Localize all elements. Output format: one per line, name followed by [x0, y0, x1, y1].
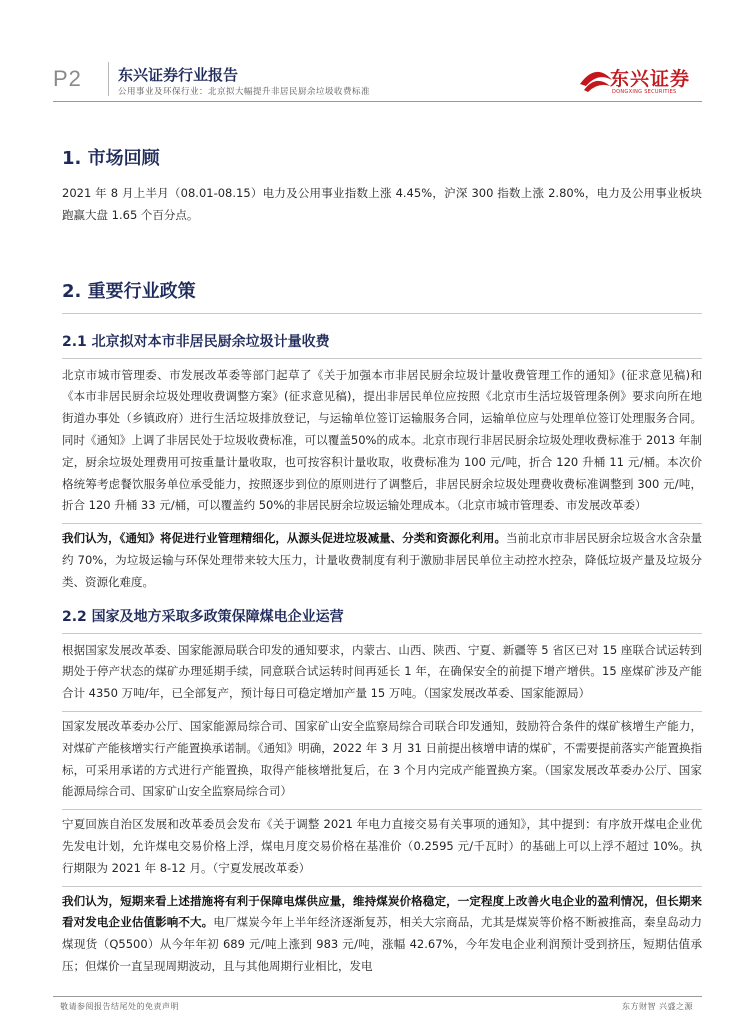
beijing-opinion-text: 当前北京市非居民厨余垃圾含水含杂量约 70%，为垃圾运输与环保处理带来较大压力，计量收费制度有利于激励非居民单位主动控水控杂，降低垃圾产量及垃圾分类、资源化难度。 [62, 531, 703, 589]
section-rule [62, 313, 702, 314]
subsection-title-beijing: 2.1 北京拟对本市非居民厨余垃圾计量收费 [62, 333, 330, 350]
paragraph-rule [62, 886, 702, 887]
beijing-opinion-bold: 我们认为，《通知》将促进行业管理精细化，从源头促进垃圾减量、分类和资源化利用。 [62, 531, 506, 546]
paragraph-rule [62, 711, 702, 712]
report-name: 东兴证券行业报告 [118, 66, 239, 84]
coal-mine-extension-paragraph: 根据国家发展改革委、国家能源局联合印发的通知要求，内蒙古、山西、陕西、宁夏、新疆等 5 省区已对 15 座联合试运转到期处于停产状态的煤矿办理延期手续，同意联合试运转时间再延长 1 年，在确保安全的前提下增产增供。15 座煤矿涉及产能合计 4350 万吨/年，已全部复产，预计每日可稳定增加产量 15 万吨。（国家发展改革委、国家能源局） [62, 642, 702, 701]
logo-english: DONGXING SECURITIES [612, 89, 677, 95]
header-divider [108, 62, 109, 96]
capacity-replacement-paragraph: 国家发展改革委办公厅、国家能源局综合司、国家矿山安全监察局综合司联合印发通知，鼓励符合条件的煤矿核增生产能力，对煤矿产能核增实行产能置换承诺制。《通知》明确，2022 年 3 月 31 日前提出核增申请的煤矿，不需要提前落实产能置换指标，可采用承诺的方式进行产能置换，取得产能核增批复后，在 3 个月内完成产能置换方案。（国家发展改革委办公厅、国家能源局综合司、国家矿山安全监察局综合司） [62, 718, 702, 799]
section-title-market-review: 1. 市场回顾 [62, 148, 160, 169]
report-subtitle: 公用事业及环保行业：北京拟大幅提升非居民厨余垃圾收费标准 [118, 87, 371, 97]
company-slogan: 东方财智 兴盛之源 [621, 1002, 693, 1011]
page-footer [0, 996, 755, 1024]
market-review-paragraph: 2021 年 8 月上半月（08.01-08.15）电力及公用事业指数上涨 4.45%，沪深 300 指数上涨 2.80%，电力及公用事业板块跑赢大盘 1.65 个百分点。 [62, 186, 702, 222]
page-number: P2 [53, 66, 82, 91]
coal-power-opinion-paragraph [62, 891, 702, 978]
section-title-industry-policy: 2. 重要行业政策 [62, 280, 196, 302]
logo-text: 东兴证券 [610, 68, 691, 90]
subsection-title-coal-power: 2.2 国家及地方采取多政策保障煤电企业运营 [62, 608, 344, 625]
report-body [62, 144, 702, 978]
coal-power-opinion-text: 电厂煤炭今年上半年经济逐渐复苏，相关大宗商品，尤其是煤炭等价格不断被推高，秦皇岛动力煤现货（Q5500）从今年年初 689 元/吨上涨到 983 元/吨，涨幅 42.67%，今年发电企业利润预计受到挤压，短期估值承压；但煤价一直呈现周期波动，且与其他周期行业相比，发电 [62, 915, 703, 973]
ningxia-price-paragraph: 宁夏回族自治区发展和改革委员会发布《关于调整 2021 年电力直接交易有关事项的通知》，其中提到：有序放开煤电企业优先发电计划，允许煤电交易价格上浮，煤电月度交易价格在基准价（0.2595 元/千瓦时）的基础上可以上浮不超过 10%。执行期限为 2021 年 8-12 月。（宁夏发展改革委） [62, 817, 702, 875]
subsection-rule [62, 358, 702, 359]
subsection-rule [62, 633, 702, 634]
coal-power-opinion-bold: 我们认为，短期来看上述措施将有利于保障电煤供应量，维持煤炭价格稳定，一定程度上改善火电企业的盈利情况，但长期来看对发电企业估值影响不大。 [62, 893, 702, 930]
header-rule [53, 101, 702, 102]
disclaimer-note: 敬请参阅报告结尾处的免责声明 [60, 1002, 179, 1011]
page-header [0, 0, 755, 102]
footer-rule [53, 996, 702, 997]
company-logo [576, 58, 701, 100]
paragraph-rule [62, 809, 702, 810]
beijing-opinion-paragraph [62, 528, 702, 593]
beijing-policy-paragraph: 北京市城市管理委、市发展改革委等部门起草了《关于加强本市非居民厨余垃圾计量收费管理工作的通知》(征求意见稿)和《本市非居民厨余垃圾处理收费调整方案》(征求意见稿)，提出非居民单位应按照《北京市生活垃圾管理条例》要求向所在地街道办事处（乡镇政府）进行生活垃圾排放登记，与运输单位签订运输服务合同，运输单位应与处理单位签订处理服务合同。同时《通知》上调了非居民处于垃圾收费标准，可以覆盖50%的成本。北京市现行非居民厨余垃圾处理收费标准于 2013 年制定，厨余垃圾处理费用可按重量计量收取，也可按容积计量收取，收费标准为 100 元/吨，折合 120 升桶 11 元/桶。本次价格统筹考虑餐饮服务单位承受能力，按照逐步到位的原则进行了调整后，非居民厨余垃圾处理费收费标准调整到 300 元/吨，折合 120 升桶 33 元/桶，可以覆盖约 50%的非居民厨余垃圾运输处理成本。（北京市城市管理委、市发展改革委） [62, 367, 702, 513]
paragraph-rule [62, 523, 702, 524]
